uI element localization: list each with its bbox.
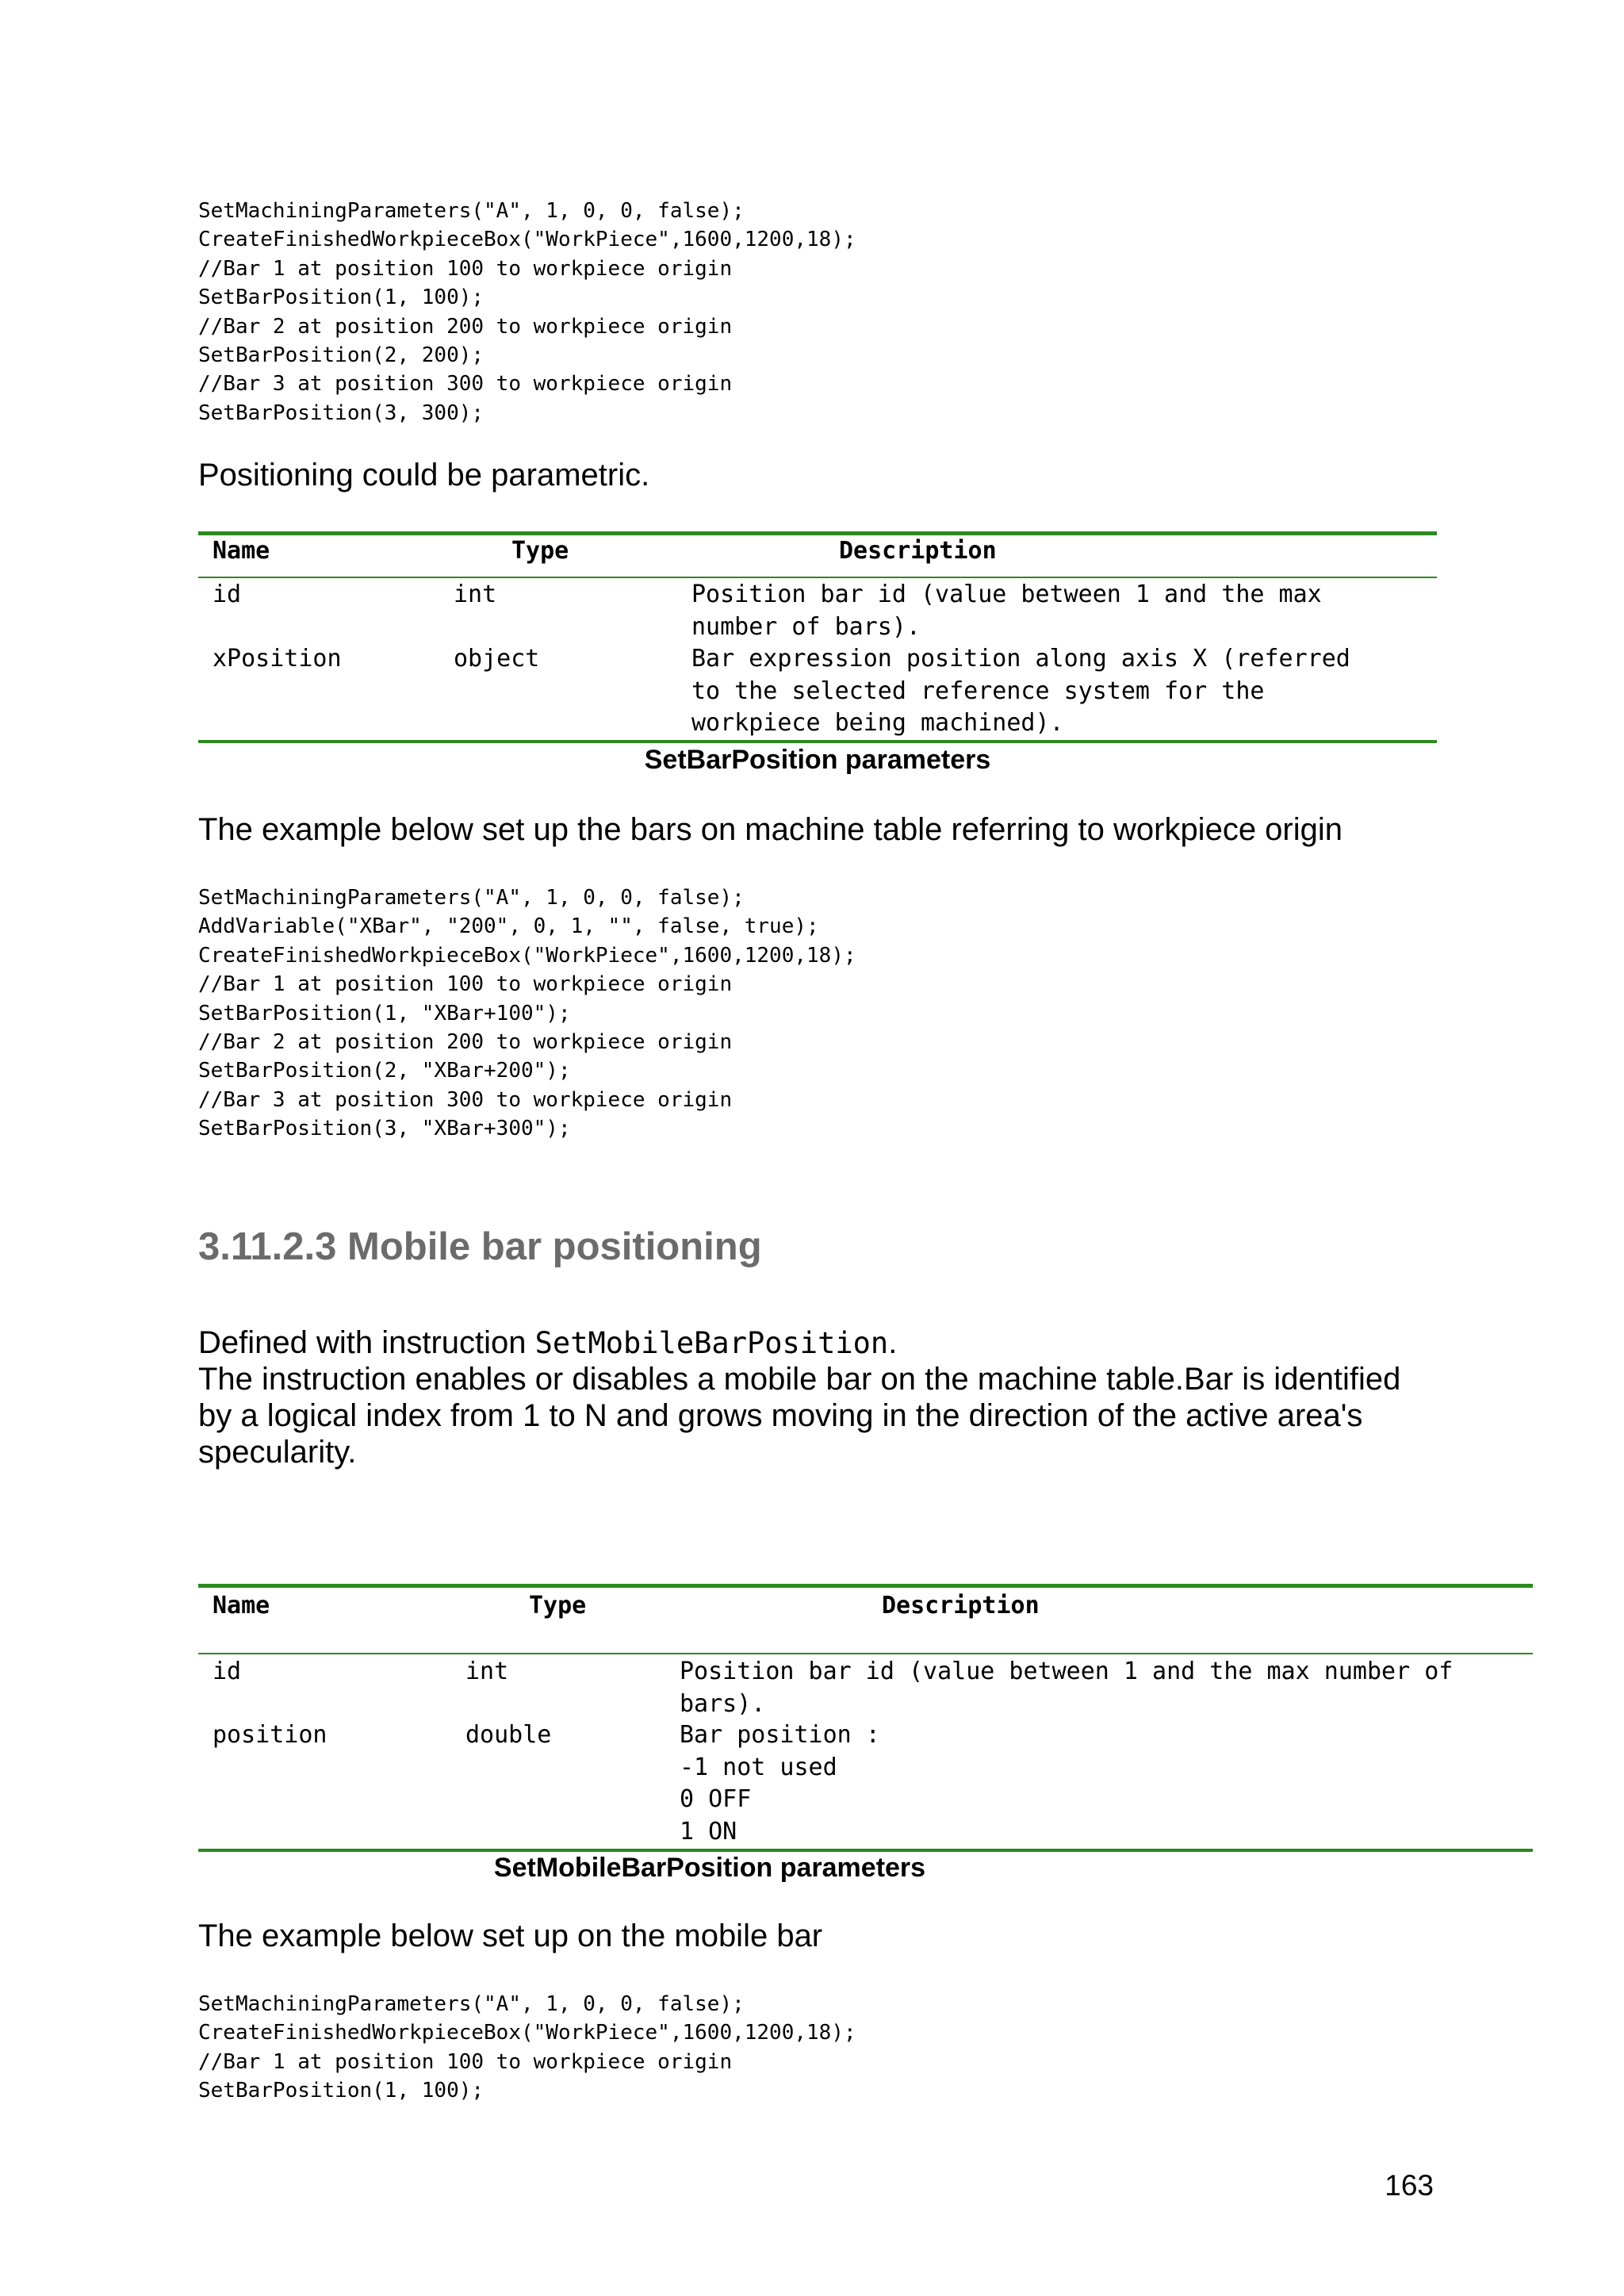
code-line: //Bar 1 at position 100 to workpiece origin bbox=[198, 256, 733, 281]
table-caption: SetBarPosition parameters bbox=[644, 745, 991, 775]
code-line: SetMachiningParameters("A", 1, 0, 0, false); bbox=[198, 886, 745, 910]
code-block-2 bbox=[198, 884, 856, 1144]
code-line: AddVariable("XBar", "200", 0, 1, "", false, true); bbox=[198, 914, 819, 939]
paragraph-example-2: The example below set up on the mobile bar bbox=[198, 1918, 823, 1953]
table-cell-description: Position bar id (value between 1 and the max number of bars). bbox=[691, 581, 1322, 641]
page-number: 163 bbox=[1385, 2169, 1434, 2202]
code-line: SetMachiningParameters("A", 1, 0, 0, false); bbox=[198, 199, 745, 223]
table-cell-description: Bar expression position along axis X (referred to the selected reference system for the workpiece being machined). bbox=[691, 645, 1350, 737]
table-header-rule bbox=[198, 577, 1437, 578]
column-header-type: Type bbox=[511, 537, 569, 565]
table-cell-type: object bbox=[454, 645, 540, 673]
code-block-3 bbox=[198, 1990, 856, 2106]
code-line: SetBarPosition(1, 100); bbox=[198, 286, 485, 310]
code-line: //Bar 1 at position 100 to workpiece origin bbox=[198, 972, 733, 997]
table-caption: SetMobileBarPosition parameters bbox=[493, 1853, 926, 1883]
table-header-rule bbox=[198, 1653, 1533, 1654]
table-cell-type: int bbox=[454, 581, 497, 608]
code-line: //Bar 3 at position 300 to workpiece origin bbox=[198, 372, 733, 397]
paragraph-instruction: The instruction enables or disables a mobile bar on the machine table.Bar is identified by a logical index from 1 to N and grows moving in the direction of the active area's specularity. bbox=[198, 1362, 1401, 1470]
column-header-type: Type bbox=[529, 1592, 587, 1619]
code-line: SetBarPosition(1, 100); bbox=[198, 2079, 485, 2103]
paragraph-defined: Defined with instruction SetMobileBarPosition. bbox=[198, 1325, 898, 1360]
code-line: SetBarPosition(3, 300); bbox=[198, 401, 485, 425]
instruction-name: SetMobileBarPosition bbox=[534, 1326, 889, 1360]
table-top-rule bbox=[198, 1584, 1533, 1588]
table-bottom-rule bbox=[198, 1849, 1533, 1852]
column-header-name: Name bbox=[213, 537, 270, 565]
table-cell-name: id bbox=[213, 1658, 242, 1685]
column-header-description: Description bbox=[882, 1592, 1040, 1619]
table-cell-type: int bbox=[465, 1658, 509, 1685]
table-cell-name: id bbox=[213, 581, 242, 608]
paragraph-parametric: Positioning could be parametric. bbox=[198, 458, 650, 493]
table-top-rule bbox=[198, 531, 1437, 535]
table-cell-name: xPosition bbox=[213, 645, 342, 673]
code-line: //Bar 1 at position 100 to workpiece origin bbox=[198, 2049, 733, 2074]
table-cell-description: Position bar id (value between 1 and the max number of bars). bbox=[680, 1658, 1454, 1718]
table-cell-type: double bbox=[465, 1721, 552, 1749]
paragraph-example-1: The example below set up the bars on machine table referring to workpiece origin bbox=[198, 812, 1343, 847]
code-line: SetBarPosition(1, "XBar+100"); bbox=[198, 1001, 571, 1025]
column-header-name: Name bbox=[213, 1592, 270, 1619]
code-line: SetMachiningParameters("A", 1, 0, 0, false); bbox=[198, 1992, 745, 2016]
code-line: //Bar 2 at position 200 to workpiece origin bbox=[198, 1029, 733, 1054]
code-line: SetBarPosition(2, "XBar+200"); bbox=[198, 1059, 571, 1083]
code-line: CreateFinishedWorkpieceBox("WorkPiece",1600,1200,18); bbox=[198, 943, 856, 968]
section-heading: 3.11.2.3 Mobile bar positioning bbox=[198, 1225, 762, 1268]
code-line: SetBarPosition(2, 200); bbox=[198, 343, 485, 367]
code-line: CreateFinishedWorkpieceBox("WorkPiece",1600,1200,18); bbox=[198, 228, 856, 252]
table-cell-name: position bbox=[213, 1721, 327, 1749]
code-line: CreateFinishedWorkpieceBox("WorkPiece",1600,1200,18); bbox=[198, 2021, 856, 2045]
code-line: //Bar 2 at position 200 to workpiece origin bbox=[198, 314, 733, 339]
table-bottom-rule bbox=[198, 740, 1437, 743]
column-header-description: Description bbox=[839, 537, 997, 565]
code-line: //Bar 3 at position 300 to workpiece origin bbox=[198, 1087, 733, 1112]
code-line: SetBarPosition(3, "XBar+300"); bbox=[198, 1117, 571, 1141]
code-block-1 bbox=[198, 197, 856, 427]
table-cell-description: Bar position : -1 not used 0 OFF 1 ON bbox=[680, 1721, 880, 1846]
